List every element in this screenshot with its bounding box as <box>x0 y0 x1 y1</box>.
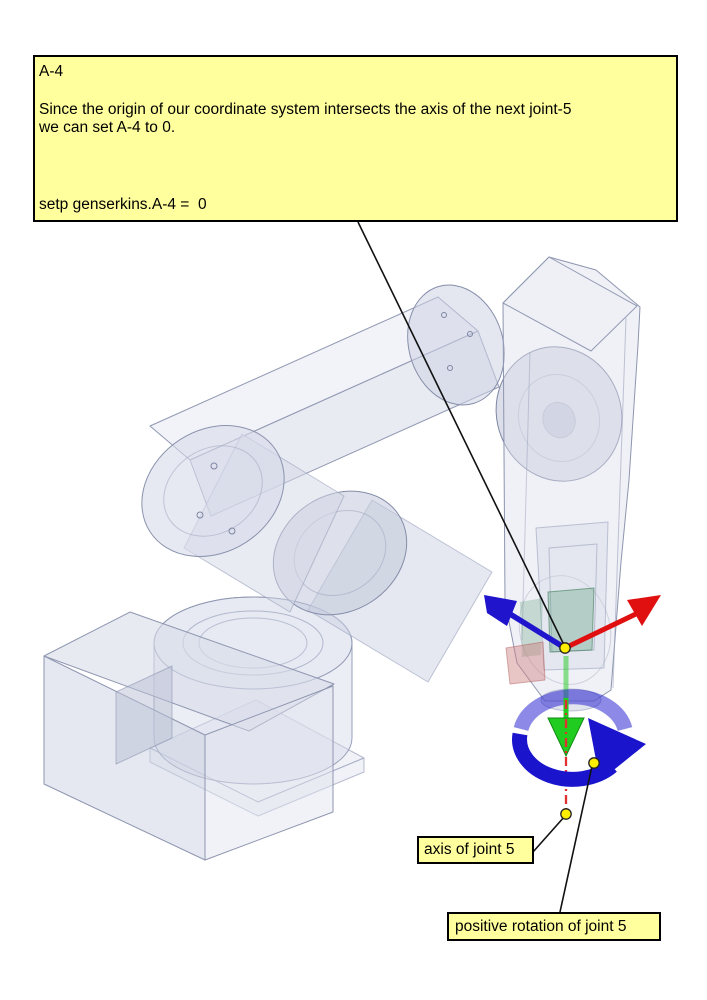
axis-marker-dot <box>561 809 571 819</box>
positive-rotation-label <box>447 912 661 941</box>
annotation-body-line2: we can set A-4 to 0. <box>39 119 176 136</box>
rotation-label-text: positive rotation of joint 5 <box>455 917 627 935</box>
leader-line-axis-label <box>533 816 565 852</box>
axis-of-joint5-label <box>417 836 534 864</box>
annotation-box <box>33 55 678 222</box>
annotation-command: setp genserkins.A-4 = 0 <box>39 196 207 213</box>
origin-marker-dot <box>560 643 570 653</box>
annotation-title: A-4 <box>39 63 64 80</box>
annotation-body-line1: Since the origin of our coordinate system intersects the axis of the next joint-5 <box>39 101 572 118</box>
rotation-marker-dot <box>589 758 599 768</box>
axis-label-text: axis of joint 5 <box>424 841 515 858</box>
leader-line-rotation-label <box>560 766 592 912</box>
